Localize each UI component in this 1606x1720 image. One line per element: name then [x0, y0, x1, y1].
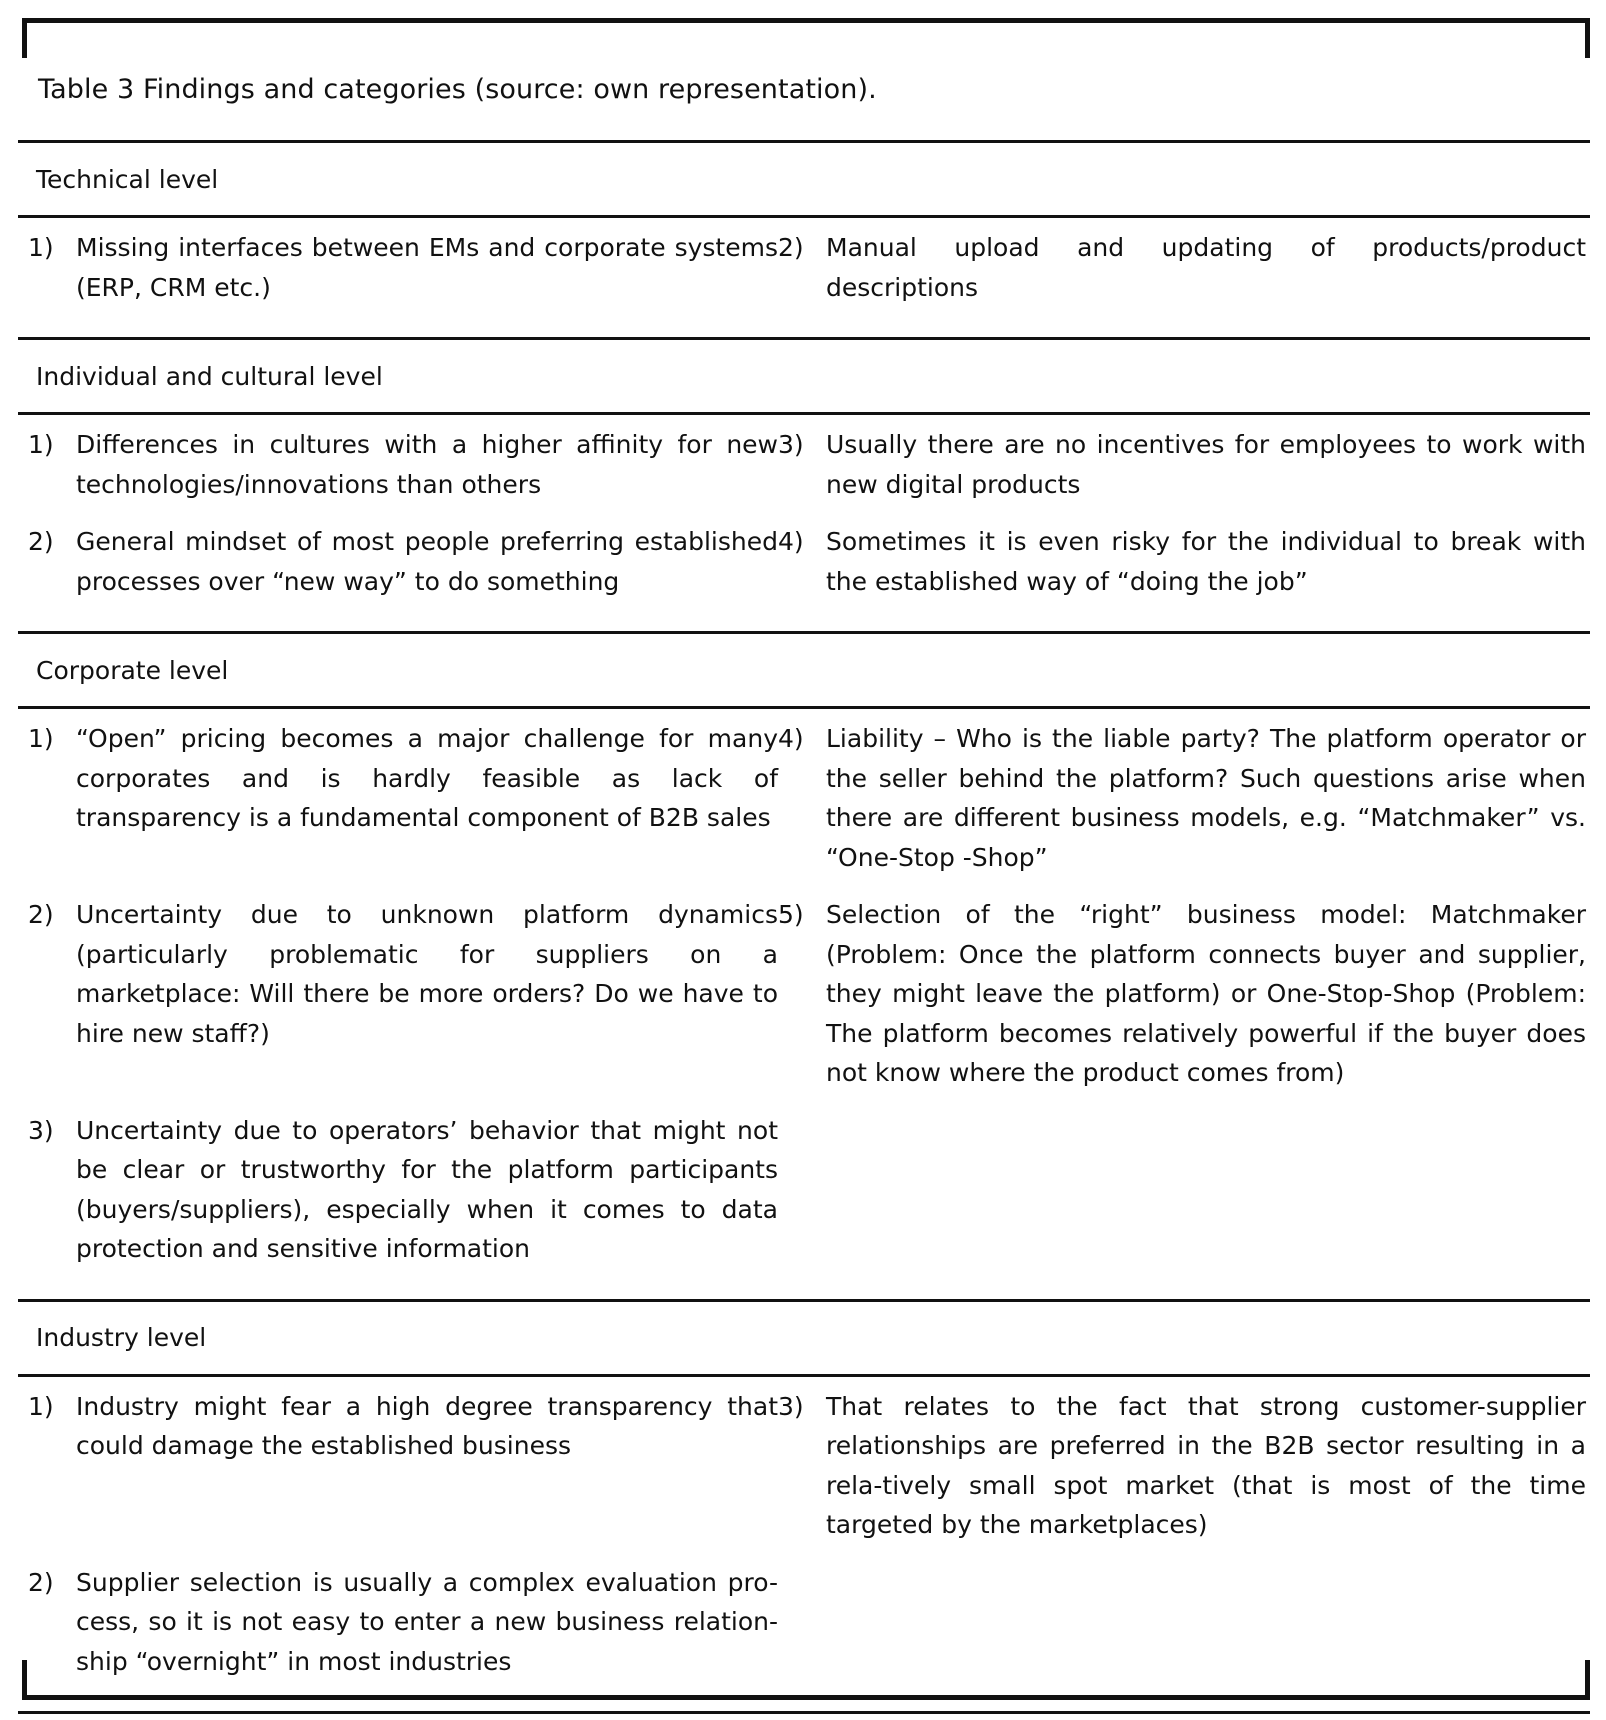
item-text: Usually there are no incentives for employees to work with new digital products — [826, 430, 1586, 499]
item-text: That relates to the fact that strong customer-supplier relationships are preferred in the B2B sector resulting in a rela-tively small spot market (that is most of the time targeted by the marketplaces) — [826, 1391, 1586, 1539]
item-text: Manual upload and updating of products/product descriptions — [826, 233, 1586, 302]
section-header-corporate: Corporate level — [36, 655, 229, 685]
section-header-industry: Industry level — [36, 1323, 207, 1352]
item-number: 3) — [28, 1115, 54, 1145]
item-text: Liability – Who is the liable party? The platform operator or the seller behind the platform? Such questions arise when there are different business models, e.g. “Matchmaker” vs. “One-Stop -Shop” — [826, 724, 1586, 872]
item-text: Uncertainty due to unknown platform dynamics (particularly problematic for suppliers on a marketplace: Will there be more orders? Do we have to hire new staff?) — [76, 900, 778, 1048]
item-number: 4) — [778, 724, 804, 753]
item-text: “Open” pricing becomes a major challenge for many corporates and is hardly feasible as lack of transparency is a fundamental component of B2B sales — [76, 724, 778, 832]
section-header-individual-cultural: Individual and cultural level — [36, 361, 383, 391]
section-body-technical — [18, 218, 1590, 337]
item-text: Uncertainty due to operators’ behavior that might not be clear or trustworthy for the platform participants (buyers/suppliers), especially when it comes to data protection and sensitive information — [76, 1115, 778, 1263]
item-number-empty — [778, 1111, 826, 1287]
section-body-individual-cultural — [18, 415, 1590, 631]
item-number: 4) — [778, 527, 804, 556]
item-number: 2) — [28, 900, 54, 929]
item-text: Differences in cultures with a higher affinity for new technologies/innovations than others — [76, 430, 778, 499]
item-number: 2) — [778, 233, 804, 262]
section-body-corporate — [18, 709, 1590, 1299]
section-header-technical: Technical level — [36, 164, 219, 194]
item-text: Missing interfaces between EMs and corporate systems (ERP, CRM etc.) — [76, 233, 778, 302]
item-number: 3) — [778, 430, 804, 459]
frame-top-bracket — [22, 18, 1590, 58]
item-text: Industry might fear a high degree transparency that could damage the established business — [76, 1391, 778, 1460]
item-number: 1) — [28, 233, 54, 262]
item-text: Supplier selection is usually a complex evaluation pro-cess, so it is not easy to enter a new business relation-ship “overnight” in most industries — [76, 1567, 778, 1676]
item-text: Sometimes it is even risky for the individual to break with the established way of “doing the job” — [826, 527, 1586, 596]
findings-table — [18, 140, 1590, 1714]
item-number: 3) — [778, 1391, 804, 1421]
item-number: 1) — [28, 724, 54, 753]
item-text: General mindset of most people preferring established processes over “new way” to do something — [76, 527, 778, 596]
item-number: 2) — [28, 527, 54, 556]
item-text: Selection of the “right” business model: Matchmaker (Problem: Once the platform connects buyer and supplier, they might leave the platform) or One-Stop-Shop (Problem: The platform becomes relatively powerful if the buyer does not know where the product comes from) — [826, 900, 1586, 1087]
table-caption: Table 3 Findings and categories (source: own representation). — [38, 74, 877, 105]
frame-bottom-bracket — [22, 1660, 1590, 1700]
item-number: 2) — [28, 1567, 54, 1597]
item-number: 1) — [28, 430, 54, 459]
item-text-empty — [826, 1111, 1586, 1269]
item-number: 1) — [28, 1391, 54, 1421]
item-number: 5) — [778, 900, 804, 929]
table-bottom-rule — [18, 1711, 1590, 1714]
